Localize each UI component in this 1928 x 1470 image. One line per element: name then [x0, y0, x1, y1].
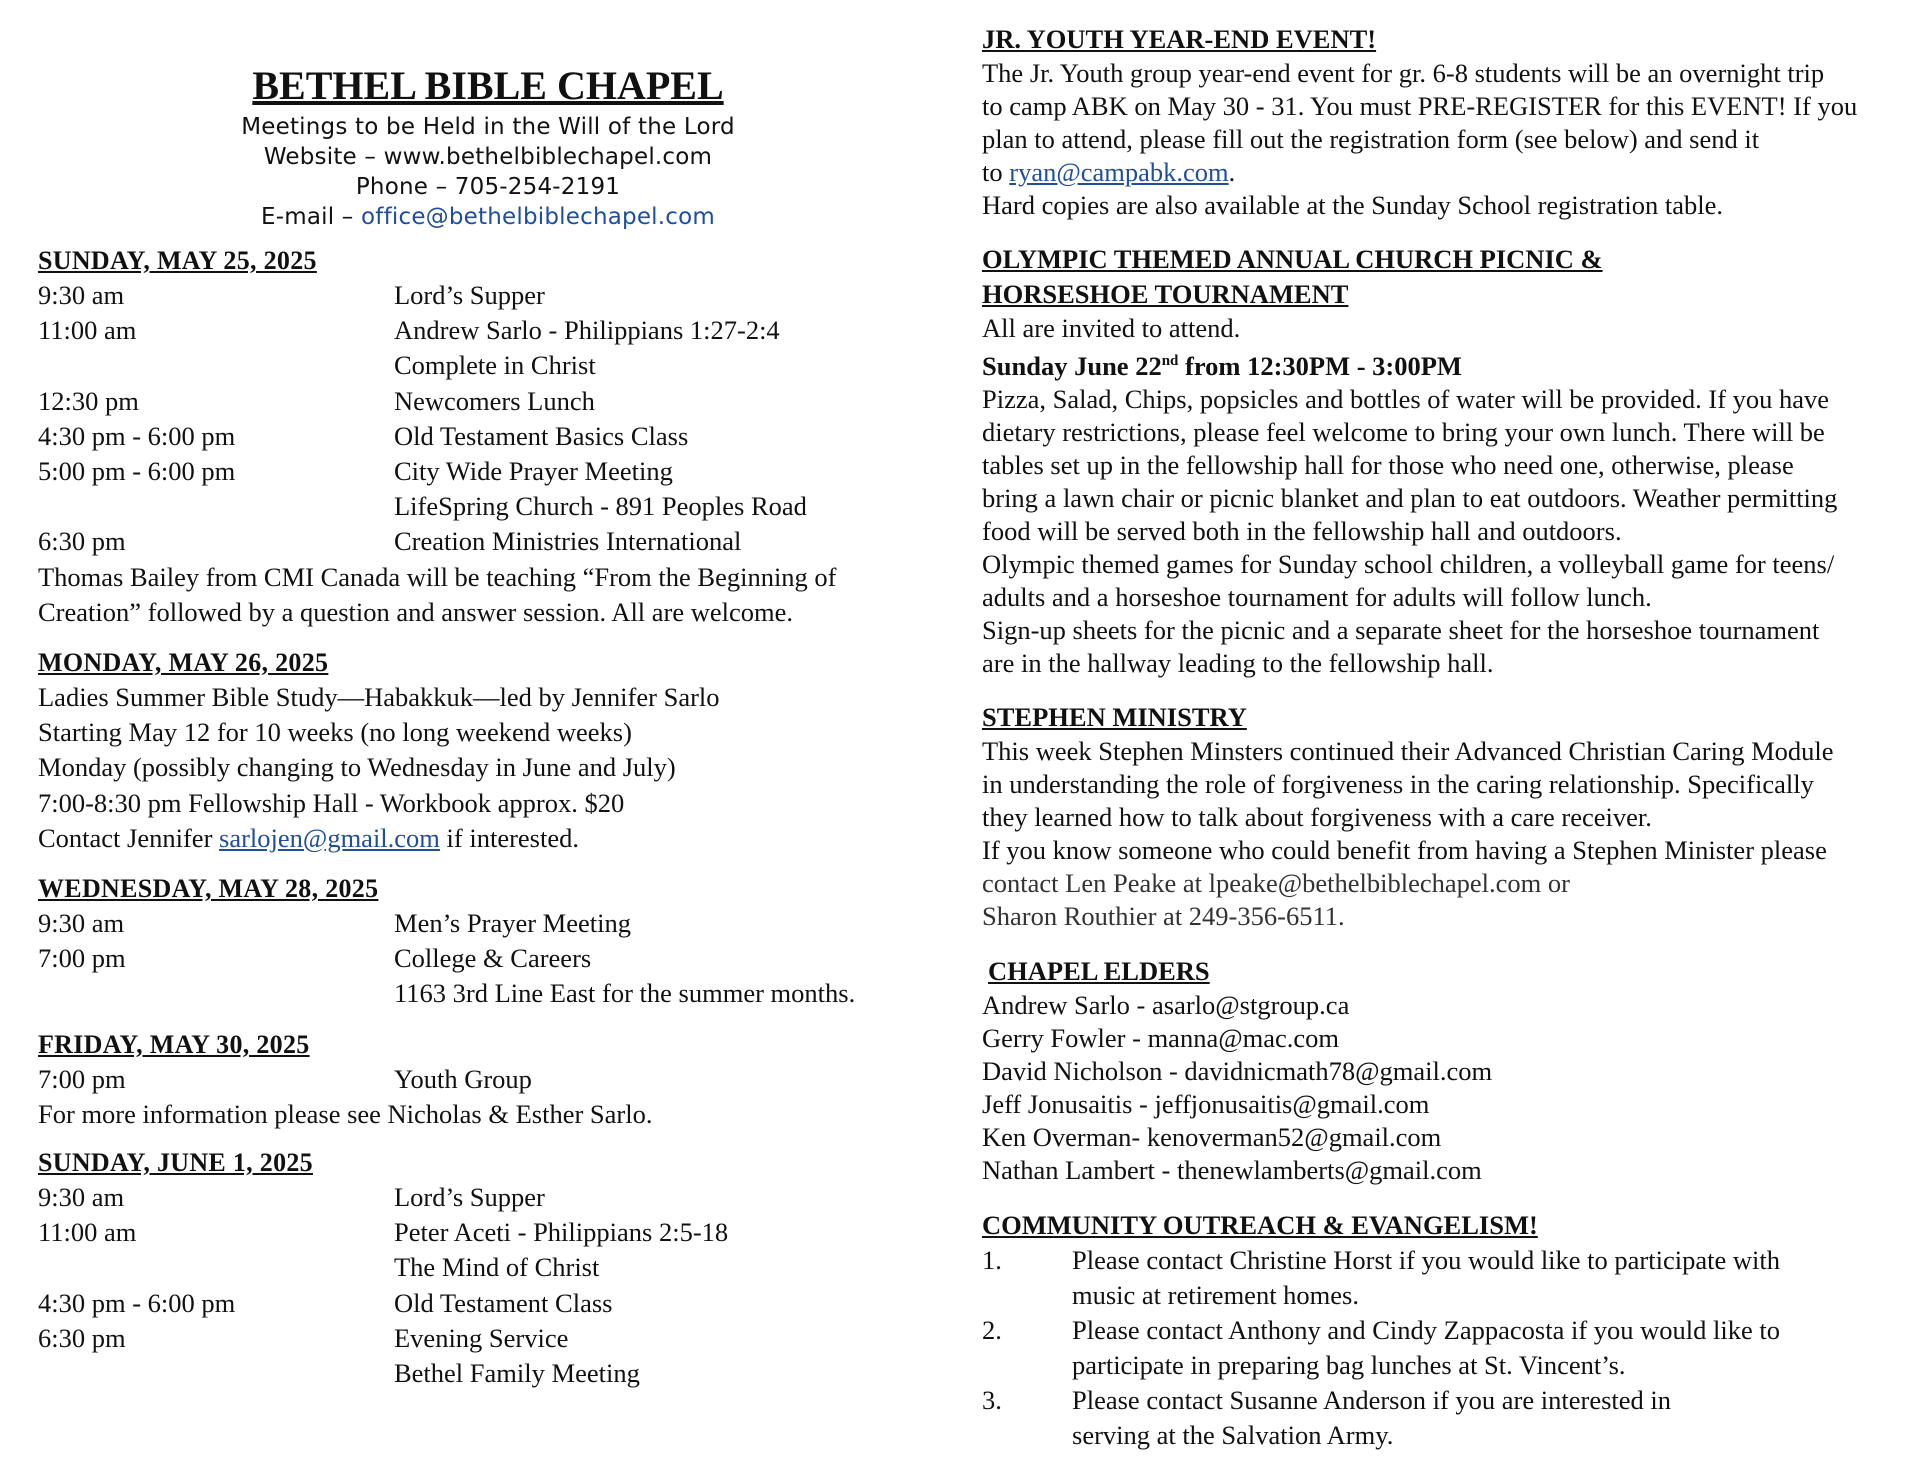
email-line [38, 202, 938, 232]
contact-prefix: Contact Jennifer [38, 822, 220, 853]
section-title-line2: HORSESHOE TOURNAMENT [982, 279, 1349, 309]
time: 9:30 am [38, 280, 125, 310]
event: Youth Group [394, 1064, 532, 1094]
time [38, 1356, 394, 1391]
item-line: Please contact Susanne Anderson if you are interested in [1072, 1385, 1672, 1415]
time [38, 976, 394, 1011]
schedule-row [38, 1180, 938, 1215]
section-title: JR. YOUTH YEAR-END EVENT! [982, 24, 1377, 54]
text-line: food will be served both in the fellowship hall and outdoors. [982, 515, 1622, 546]
section-title: CHAPEL ELDERS [988, 956, 1210, 986]
event: College & Careers [394, 943, 592, 974]
time: 4:30 pm - 6:00 pm [38, 1287, 236, 1318]
schedule-row [38, 1062, 938, 1097]
schedule-row [38, 524, 938, 559]
time [38, 348, 394, 383]
text-line: in understanding the role of forgiveness in the caring relationship. Specifically [982, 769, 1814, 799]
text-line: plan to attend, please fill out the registration form (see below) and send it [982, 124, 1760, 154]
text-line: This week Stephen Minsters continued their Advanced Christian Caring Module [982, 736, 1834, 766]
item-line: Please contact Anthony and Cindy Zappacosta if you would like to [1072, 1315, 1780, 1345]
event: LifeSpring Church - 891 Peoples Road [394, 491, 807, 522]
text-line: bring a lawn chair or picnic blanket and plan to eat outdoors. Weather permitting [982, 482, 1838, 513]
event: Old Testament Class [394, 1287, 613, 1318]
item-text [1072, 1383, 1922, 1453]
section-friday-may-30 [38, 1028, 938, 1132]
text-line: Olympic themed games for Sunday school children, a volleyball game for teens/ [982, 548, 1835, 579]
date-suffix: nd [1161, 353, 1179, 369]
time: 12:30 pm [38, 385, 139, 416]
text-line: If you know someone who could benefit from having a Stephen Minister please [982, 835, 1827, 865]
outreach-list [982, 1243, 1922, 1453]
time-range: from 12:30PM - 3:00PM [1178, 350, 1462, 381]
time [38, 489, 394, 524]
note-line: Thomas Bailey from CMI Canada will be teaching “From the Beginning of [38, 561, 837, 592]
schedule-row [38, 348, 938, 383]
event: Newcomers Lunch [394, 385, 595, 416]
text-line: Starting May 12 for 10 weeks (no long weekend weeks) [38, 717, 632, 748]
date-text: Sunday June 22 [982, 350, 1162, 381]
text-line: to camp ABK on May 30 - 31. You must PRE-REGISTER for this EVENT! If you [982, 91, 1858, 121]
item-text [1072, 1313, 1922, 1383]
time: 9:30 am [38, 1182, 125, 1212]
list-item [982, 1313, 1922, 1383]
item-line: music at retirement homes. [1072, 1280, 1359, 1310]
time: 5:00 pm - 6:00 pm [38, 456, 236, 487]
schedule-row [38, 1356, 938, 1391]
section-sunday-may-25 [38, 244, 938, 630]
section-title: SUNDAY, MAY 25, 2025 [38, 246, 317, 275]
text-line: Sign-up sheets for the picnic and a separate sheet for the horseshoe tournament [982, 614, 1820, 645]
bulletin-header [38, 62, 938, 232]
event: Old Testament Basics Class [394, 420, 689, 451]
section-picnic [982, 242, 1922, 680]
section-sunday-june-1 [38, 1146, 938, 1391]
schedule-row [38, 1286, 938, 1321]
schedule-row [38, 454, 938, 489]
section-title: COMMUNITY OUTREACH & EVANGELISM! [982, 1210, 1538, 1240]
section-wednesday-may-28 [38, 872, 938, 1012]
event: Peter Aceti - Philippians 2:5-18 [394, 1217, 729, 1248]
event: Complete in Christ [394, 350, 596, 381]
contact-suffix: if interested. [439, 822, 579, 853]
schedule-row [38, 384, 938, 419]
section-community-outreach [982, 1208, 1922, 1453]
contact-line [38, 821, 938, 856]
time: 11:00 am [38, 1217, 137, 1248]
elder-item: Gerry Fowler - manna@mac.com [982, 1023, 1339, 1053]
text-line: Pizza, Salad, Chips, popsicles and bottles of water will be provided. If you have [982, 383, 1830, 414]
tagline: Meetings to be Held in the Will of the Lord [241, 114, 735, 140]
item-number: 2. [982, 1315, 1002, 1345]
schedule-row [38, 278, 938, 313]
section-jr-youth [982, 22, 1922, 222]
jennifer-email-link[interactable]: sarlojen@gmail.com [219, 822, 440, 853]
event: Men’s Prayer Meeting [394, 908, 631, 938]
contact-line [982, 156, 1922, 189]
event: Lord’s Supper [394, 1182, 545, 1212]
time: 7:00 pm [38, 1064, 126, 1094]
text-line: All are invited to attend. [982, 313, 1241, 343]
section-title: FRIDAY, MAY 30, 2025 [38, 1030, 310, 1059]
contact-prefix: to [982, 157, 1010, 187]
event: Lord’s Supper [394, 280, 545, 310]
office-email-link[interactable]: office@bethelbiblechapel.com [361, 204, 715, 230]
time: 4:30 pm - 6:00 pm [38, 420, 236, 451]
ryan-email-link[interactable]: ryan@campabk.com [1009, 157, 1229, 187]
time: 7:00 pm [38, 943, 126, 974]
event: Creation Ministries International [394, 526, 742, 557]
section-monday-may-26 [38, 646, 938, 856]
item-line: Please contact Christine Horst if you would like to participate with [1072, 1245, 1780, 1275]
section-chapel-elders [982, 954, 1922, 1187]
text-line: are in the hallway leading to the fellowship hall. [982, 647, 1494, 678]
elder-item: Jeff Jonusaitis - jeffjonusaitis@gmail.com [982, 1089, 1430, 1119]
section-title: WEDNESDAY, MAY 28, 2025 [38, 874, 379, 903]
item-number: 1. [982, 1245, 1002, 1275]
elder-item: Nathan Lambert - thenewlamberts@gmail.com [982, 1155, 1482, 1185]
text-line: dietary restrictions, please feel welcome to bring your own lunch. There will be [982, 416, 1825, 447]
time: 6:30 pm [38, 1322, 126, 1353]
time: 9:30 am [38, 908, 125, 938]
section-title: STEPHEN MINISTRY [982, 702, 1247, 732]
contact-suffix: . [1228, 157, 1236, 187]
phone-line: Phone – 705-254-2191 [355, 174, 621, 200]
elder-item: Ken Overman- kenoverman52@gmail.com [982, 1122, 1442, 1152]
time: 11:00 am [38, 315, 137, 346]
elder-item: Andrew Sarlo - asarlo@stgroup.ca [982, 990, 1350, 1020]
section-title: MONDAY, MAY 26, 2025 [38, 648, 329, 677]
text-line: they learned how to talk about forgiveness with a care receiver. [982, 802, 1652, 832]
note-line: Creation” followed by a question and answer session. All are welcome. [38, 596, 794, 627]
item-line: participate in preparing bag lunches at St. Vincent’s. [1072, 1350, 1626, 1380]
note-line: For more information please see Nicholas & Esther Sarlo. [38, 1099, 653, 1130]
section-title: OLYMPIC THEMED ANNUAL CHURCH PICNIC & [982, 244, 1603, 274]
event: Andrew Sarlo - Philippians 1:27-2:4 [394, 315, 780, 346]
picnic-date [982, 345, 1922, 383]
item-number: 3. [982, 1385, 1002, 1415]
text-line: tables set up in the fellowship hall for those who need one, otherwise, please [982, 449, 1794, 480]
time: 6:30 pm [38, 526, 126, 557]
text-line: Monday (possibly changing to Wednesday in June and July) [38, 752, 676, 783]
event: Evening Service [394, 1322, 569, 1353]
schedule-row [38, 419, 938, 454]
schedule-row [38, 1215, 938, 1250]
email-label: E-mail – [260, 204, 362, 230]
schedule-row [38, 1250, 938, 1285]
elder-item: David Nicholson - davidnicmath78@gmail.com [982, 1056, 1493, 1086]
item-text [1072, 1243, 1922, 1313]
event: Bethel Family Meeting [394, 1358, 640, 1389]
schedule-row [38, 489, 938, 524]
schedule-row [38, 313, 938, 348]
item-line: serving at the Salvation Army. [1072, 1420, 1394, 1450]
website-line: Website – www.bethelbiblechapel.com [263, 144, 713, 170]
schedule-row [38, 1321, 938, 1356]
schedule-row [38, 941, 938, 976]
text-line: Hard copies are also available at the Sunday School registration table. [982, 190, 1724, 220]
text-line: Sharon Routhier at 249-356-6511. [982, 901, 1345, 931]
event: City Wide Prayer Meeting [394, 456, 673, 487]
text-line: 7:00-8:30 pm Fellowship Hall - Workbook approx. $20 [38, 787, 625, 818]
section-title: SUNDAY, JUNE 1, 2025 [38, 1148, 313, 1177]
section-stephen-ministry [982, 700, 1922, 933]
time [38, 1250, 394, 1285]
event: 1163 3rd Line East for the summer months. [394, 978, 856, 1009]
schedule-row [38, 976, 938, 1011]
list-item [982, 1243, 1922, 1313]
text-line: contact Len Peake at lpeake@bethelbiblechapel.com or [982, 868, 1570, 898]
list-item [982, 1383, 1922, 1453]
event: The Mind of Christ [394, 1252, 600, 1283]
text-line: The Jr. Youth group year-end event for gr. 6-8 students will be an overnight trip [982, 58, 1825, 88]
text-line: adults and a horseshoe tournament for adults will follow lunch. [982, 581, 1652, 612]
church-name: BETHEL BIBLE CHAPEL [252, 63, 724, 108]
schedule-row [38, 906, 938, 941]
text-line: Ladies Summer Bible Study—Habakkuk—led by Jennifer Sarlo [38, 682, 720, 712]
